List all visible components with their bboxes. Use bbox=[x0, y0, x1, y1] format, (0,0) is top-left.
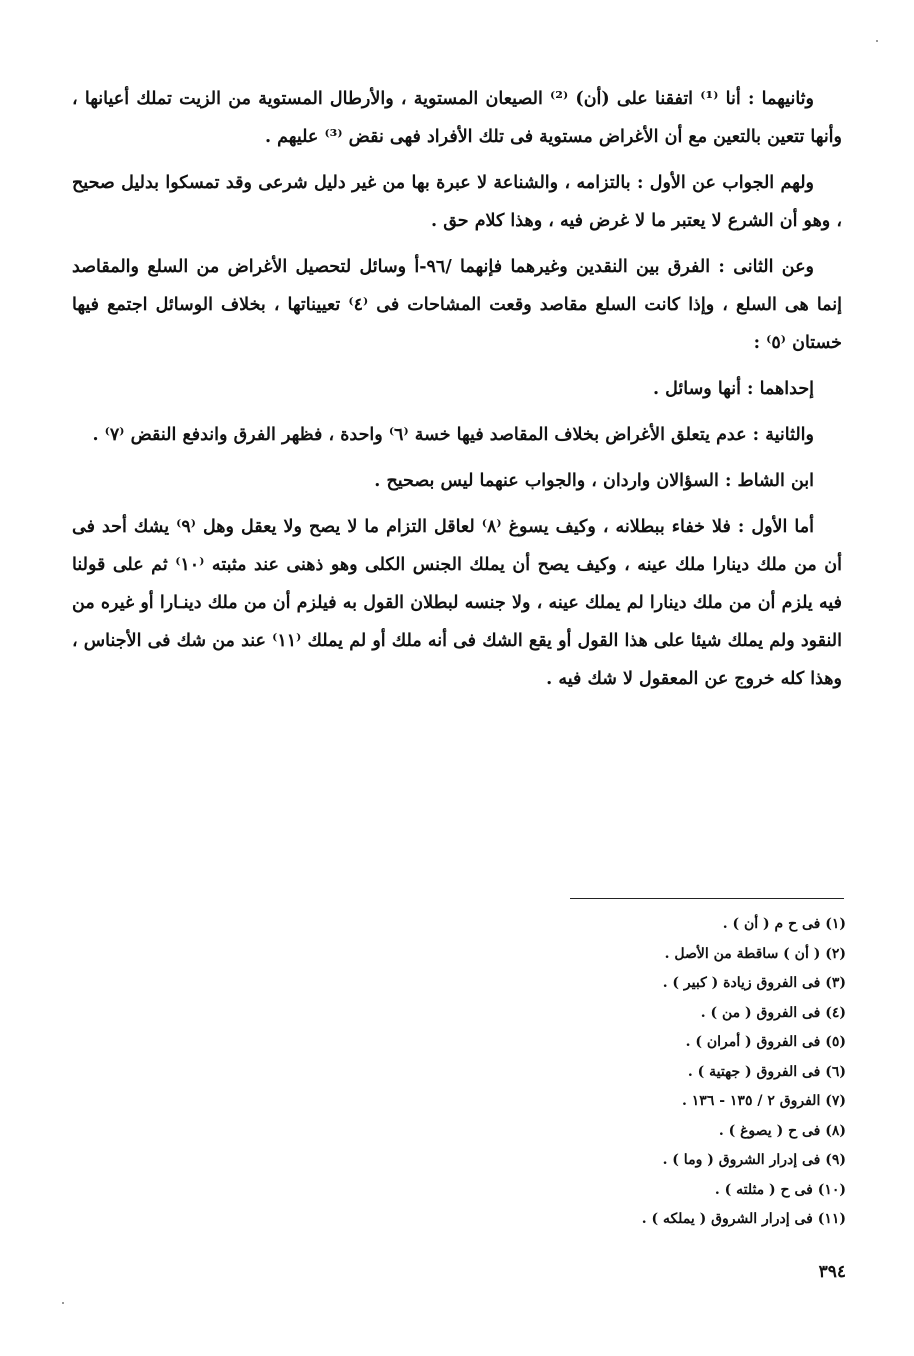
paragraph: ابن الشاط : السؤالان واردان ، والجواب عنهما ليس بصحيح . bbox=[374, 471, 814, 491]
paragraph: وثانيهما : أنا ⁽¹⁾ اتفقنا على (أن) ⁽²⁾ الصيعان المستوية ، والأرطال المستوية من الزيت تملك أعيانها ، وأنها تتعين بالتعين مع أن الأغراض مستوية فى تلك الأفراد فهى نقض ⁽³⁾ عليهم . bbox=[72, 89, 842, 147]
footnote: (٥) فى الفروق ( أمران ) . bbox=[685, 1034, 846, 1050]
footnote: (٦) فى الفروق ( جهتية ) . bbox=[687, 1063, 846, 1080]
paragraph: إحداهما : أنها وسائل . bbox=[652, 379, 814, 399]
footnote: (٤) فى الفروق ( من ) . bbox=[700, 1004, 846, 1021]
footnote: (١١) فى إدرار الشروق ( يملكه ) . bbox=[641, 1211, 846, 1227]
footnote: (٣) فى الفروق زيادة ( كبير ) . bbox=[662, 975, 846, 991]
footnote: (١٠) فى ح ( مثلته ) . bbox=[714, 1181, 846, 1198]
footnote: (٨) فى ح ( يصوغ ) . bbox=[718, 1122, 846, 1139]
paragraph: أما الأول : فلا خفاء ببطلانه ، وكيف يسوغ ⁽٨⁾ لعاقل التزام ما لا يصح ولا يعقل وهل ⁽٩⁾ يشك أحد فى أن من ملك دينارا ملك عينه ، وكيف يصح أن يملك الجنس الكلى وهو ذهنى عند مثبته ⁽١٠⁾ ثم على قولنا فيه يلزم أن من ملك دينارا لم يملك عينه ، ولا جنسه لبطلان القول به فيلزم أن من ملك دينـارا أو غيره من النقود ولم يملك شيئا على هذا القول أو يقع الشك فى أنه ملك أو لم يملك ⁽١١⁾ عند من شك فى الأجناس ، وهذا كله خروج عن المعقول لا شك فيه . bbox=[72, 517, 842, 689]
paragraph: وعن الثانى : الفرق بين النقدين وغيرهما فإنهما /٩٦-أ وسائل لتحصيل الأغراض من السلع والمقاصد إنما هى السلع ، وإذا كانت السلع مقاصد وقعت المشاحات فى ⁽٤⁾ تعييناتها ، بخلاف الوسائل اجتمع فيها خستان ⁽٥⁾ : bbox=[72, 257, 842, 353]
paragraph: ولهم الجواب عن الأول : بالتزامه ، والشناعة لا عبرة بها من غير دليل شرعى وقد تمسكوا بدليل صحيح ، وهو أن الشرع لا يعتبر ما لا غرض فيه ، وهذا كلام حق . bbox=[72, 173, 842, 231]
footnote: (٩) فى إدرار الشروق ( وما ) . bbox=[662, 1152, 846, 1168]
footnote-divider bbox=[570, 898, 844, 899]
scan-speck bbox=[876, 40, 878, 42]
page-number: ٣٩٤ bbox=[818, 1262, 846, 1282]
footnotes-list bbox=[346, 910, 846, 1235]
main-text bbox=[72, 80, 842, 706]
footnote: (٢) ( أن ) ساقطة من الأصل . bbox=[664, 945, 846, 962]
footnote: (٧) الفروق ٢ / ١٣٥ - ١٣٦ . bbox=[682, 1093, 846, 1109]
footnote: (١) فى ح م ( أن ) . bbox=[722, 916, 846, 932]
paragraph: والثانية : عدم يتعلق الأغراض بخلاف المقاصد فيها خسة ⁽٦⁾ واحدة ، فظهر الفرق واندفع النقض ⁽٧⁾ . bbox=[92, 425, 814, 445]
scan-speck bbox=[62, 1302, 64, 1304]
